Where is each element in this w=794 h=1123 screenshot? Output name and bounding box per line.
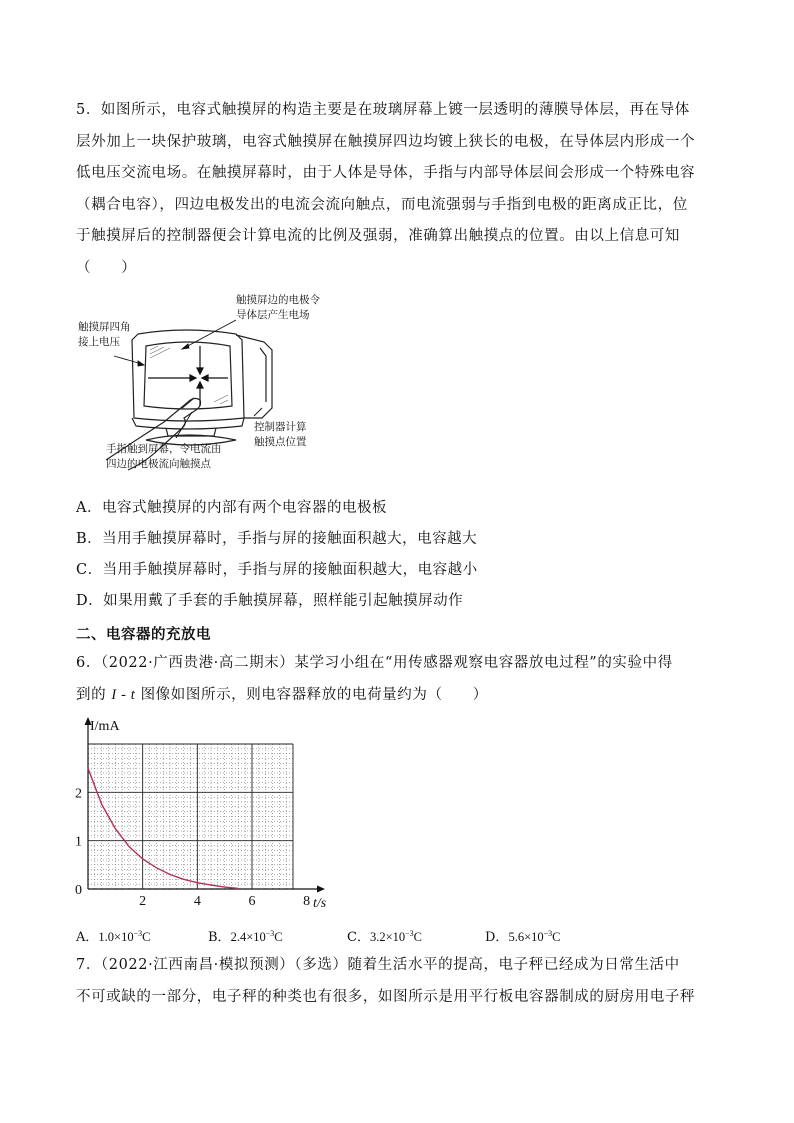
touchscreen-figure	[76, 290, 336, 480]
q5-line: 层外加上一块保护玻璃，电容式触摸屏在触摸屏四边均镀上狭长的电极，在导体层内形成一个	[76, 133, 696, 150]
x-tick-label: 4	[193, 894, 201, 909]
label-line: 触摸屏四角	[78, 321, 131, 333]
label-controller	[254, 420, 307, 450]
choice-exponent: −3	[265, 928, 275, 938]
label-line: 触摸屏边的电极令	[236, 294, 320, 306]
q5-option-c: C．当用手触摸屏幕时，手指与屏的接触面积越大，电容越小	[76, 562, 478, 578]
q6-choices	[76, 926, 696, 946]
q6-line: 6．（2022·广西贵港·高二期末）某学习小组在“用传感器观察电容器放电过程”的实验中得	[76, 655, 673, 671]
section-title: 二、电容器的充放电	[76, 626, 211, 643]
choice-value	[370, 930, 422, 944]
choice-unit: C	[274, 930, 283, 944]
choice-mantissa: 2.4×10	[230, 930, 266, 944]
label-line: 触摸点位置	[254, 436, 307, 448]
q7-stem	[76, 950, 726, 1013]
q5-line: （ ）	[76, 259, 137, 276]
origin-label: 0	[75, 883, 82, 898]
label-corner-voltage	[78, 320, 131, 350]
choice-value	[231, 930, 283, 944]
q6-variable: I - t	[111, 686, 136, 703]
label-line: 控制器计算	[254, 421, 307, 433]
q6-line2-suffix: 图像如图所示，则电容器释放的电荷量约为（ ）	[135, 686, 488, 703]
q6-stem	[76, 648, 726, 711]
q5-line: 于触摸屏后的控制器便会计算电流的比例及强弱，准确算出触摸点的位置。由以上信息可知	[76, 228, 680, 244]
x-tick-label: 8	[303, 894, 311, 909]
choice-letter: B．	[208, 930, 231, 945]
choice-mantissa: 1.0×10	[98, 930, 134, 944]
choice-mantissa: 5.6×10	[508, 930, 544, 944]
y-tick-label: 2	[75, 786, 82, 802]
q6-choice-b	[208, 926, 283, 945]
label-line: 手指触到屏幕，令电流由	[106, 443, 222, 455]
q5-option-a: A．电容式触摸屏的内部有两个电容器的电极板	[76, 500, 387, 516]
choice-exponent: −3	[133, 928, 143, 938]
q6-choice-c	[347, 926, 422, 945]
choice-letter: C．	[347, 930, 370, 945]
choice-exponent: −3	[405, 928, 414, 938]
discharge-current-chart	[66, 712, 336, 912]
label-line: 导体层产生电场	[236, 309, 310, 321]
choice-mantissa: 3.2×10	[369, 930, 406, 944]
q5-line: （耦合电容），四边电极发出的电流会流向触点，而电流强弱与手指到电极的距离成正比，位	[76, 196, 688, 213]
q7-line: 7．（2022·江西南昌·模拟预测）（多选）随着生活水平的提高，电子秤已经成为日常生活中	[76, 957, 680, 973]
label-edge-electrode	[236, 293, 320, 323]
x-tick-label: 6	[248, 894, 256, 909]
q6-line2-prefix: 到的	[76, 686, 112, 703]
choice-unit: C	[142, 930, 151, 944]
q6-line	[76, 680, 726, 712]
choice-letter: D．	[485, 930, 509, 945]
q6-choice-a	[76, 926, 150, 945]
x-axis-arrow	[317, 886, 325, 893]
y-axis-label: I/mA	[90, 719, 120, 734]
choice-unit: C	[552, 930, 561, 944]
q5-stem	[76, 95, 726, 284]
choice-value	[98, 930, 150, 944]
choice-letter: A．	[76, 930, 99, 945]
q5-option-d: D．如果用戴了手套的手触摸屏幕，照样能引起触摸屏动作	[76, 593, 464, 609]
q5-line: 5．如图所示，电容式触摸屏的构造主要是在玻璃屏幕上镀一层透明的薄膜导体层，再在导体	[76, 102, 690, 118]
choice-exponent: −3	[543, 928, 553, 938]
q6-choice-d	[485, 926, 560, 945]
label-line: 接上电压	[78, 336, 120, 348]
label-line: 四边的电极流向触摸点	[106, 458, 211, 470]
y-tick-label: 1	[75, 834, 82, 850]
label-finger-touch	[106, 442, 222, 472]
choice-value	[508, 930, 560, 944]
choice-unit: C	[413, 930, 422, 944]
q5-option-b: B．当用手触摸屏幕时，手指与屏的接触面积越大，电容越大	[76, 531, 478, 547]
q5-line: 低电压交流电场。在触摸屏幕时，由于人体是导体，手指与内部导体层间会形成一个特殊电容	[76, 165, 696, 181]
x-tick-label: 2	[139, 894, 147, 909]
q7-line: 不可或缺的一部分，电子秤的种类也有很多，如图所示是用平行板电容器制成的厨房用电子秤	[76, 988, 696, 1005]
x-axis-label: t/s	[313, 896, 327, 911]
